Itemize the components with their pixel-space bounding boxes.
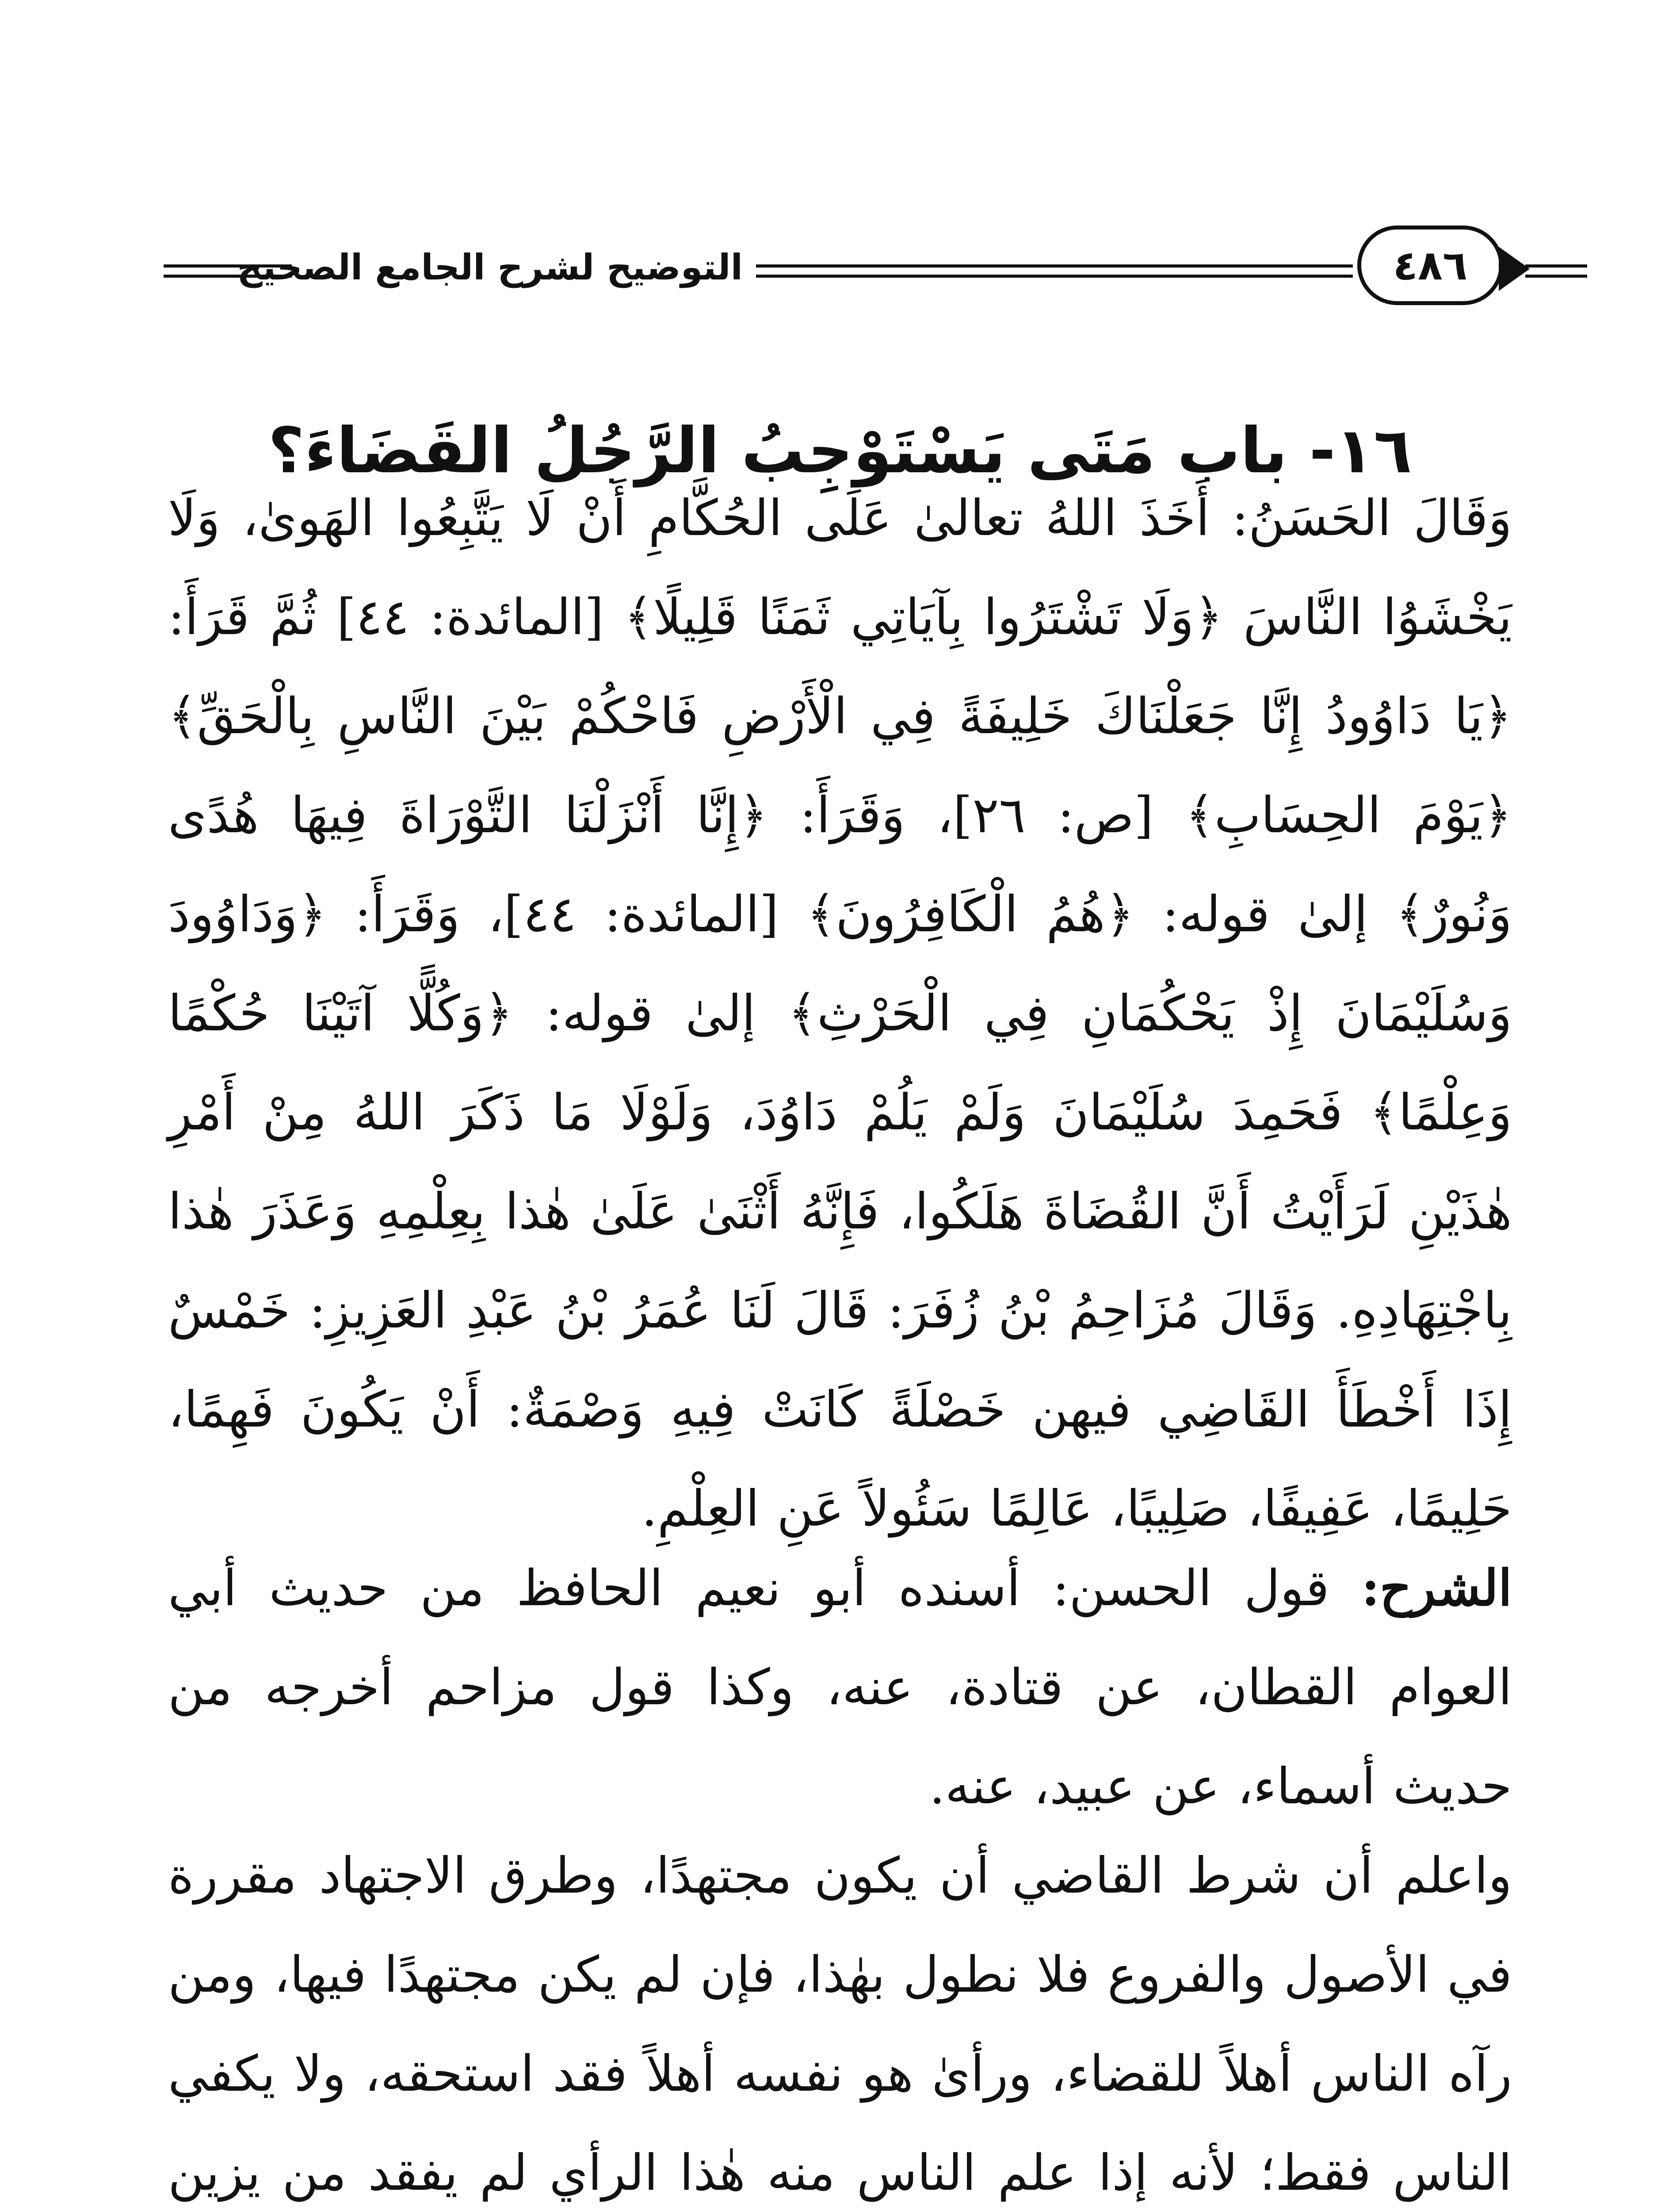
chapter-heading: ١٦- باب مَتَى يَسْتَوْجِبُ الرَّجُلُ القَضَاءَ؟ xyxy=(268,414,1412,488)
header-rule-middle xyxy=(756,264,1353,268)
quran-verse-1: ﴿وَلَا تَشْتَرُوا بِآيَاتِي ثَمَنًا قَلِيلًا﴾ xyxy=(624,589,1223,646)
matn-text-6: إلىٰ قوله: xyxy=(545,985,756,1042)
header-rule-right xyxy=(1525,264,1587,268)
sharh-text: قول الحسن: أسنده أبو نعيم الحافظ من حديث أبي العوام القطان، عن قتادة، عنه، وكذا قول مزاحم أخرجه من حديث أسماء، عن عبيد، عنه. xyxy=(168,1560,1512,1815)
matn-text-5: [المائدة: ٤٤]، وَقَرَأَ: xyxy=(355,886,779,943)
matn-text-3: [ص: ٢٦]، وَقَرَأَ: xyxy=(799,787,1153,844)
commentary-block xyxy=(168,1826,1512,2211)
page-badge-arrow-icon xyxy=(1499,247,1530,291)
header-book-title: التوضيح لشرح الجامع الصحيح xyxy=(237,247,743,288)
matn-text-7: فَحَمِدَ سُلَيْمَانَ وَلَمْ يَلُمْ دَاوُدَ، وَلَوْلَا مَا ذَكَرَ اللهُ مِنْ أَمْرِ هٰذَيْنِ لَرَأَيْتُ أَنَّ القُضَاةَ هَلَكُوا، فَإِنَّهُ أَثْنَىٰ عَلَىٰ هٰذا بِعِلْمِهِ وَعَذَرَ هٰذا بِاجْتِهَادِهِ. وَقَالَ مُزَاحِمُ بْنُ زُفَرَ: قَالَ لَنَا عُمَرُ بْنُ عَبْدِ العَزِيزِ: خَمْسٌ إِذَا أَخْطَأَ القَاضِي فيهن خَصْلَةً كَانَتْ فِيهِ وَصْمَةٌ: أَنْ يَكُونَ فَهِمًا، حَلِيمًا، عَفِيفًا، صَلِيبًا، عَالِمًا سَئُولاً عَنِ العِلْمِ. xyxy=(168,1084,1512,1538)
quran-verse-2: ﴿يَا دَاوُودُ إِنَّا جَعَلْنَاكَ خَلِيفَةً فِي الْأَرْضِ فَاحْكُمْ بَيْنَ النَّاسِ بِالْحَقِّ﴾ xyxy=(168,688,1512,745)
commentary-paragraph xyxy=(168,1826,1512,2211)
quran-verse-6: ﴿وَدَاوُودَ وَسُلَيْمَانَ إِذْ يَحْكُمَانِ فِي الْحَرْثِ﴾ xyxy=(168,886,1512,1042)
sharh-block xyxy=(168,1539,1512,1836)
running-header xyxy=(164,230,1521,310)
sharh-paragraph xyxy=(168,1539,1512,1836)
page-number: ٤٨٦ xyxy=(1393,241,1468,289)
quran-verse-4: ﴿إِنَّا أَنْزَلْنَا التَّوْرَاةَ فِيهَا هُدًى وَنُورٌ﴾ xyxy=(168,787,1512,943)
page-number-badge xyxy=(1357,226,1503,305)
sharh-lead: الشرح: xyxy=(1361,1559,1512,1617)
commentary-text: واعلم أن شرط القاضي أن يكون مجتهدًا، وطرق الاجتهاد مقررة في الأصول والفروع فلا نطول بهٰذا، فإن لم يكن مجتهدًا فيها، ومن رآه الناس أهلاً للقضاء، ورأىٰ هو نفسه أهلاً فقد استحقه، ولا يكفي الناس فقط؛ لأنه إذا علم الناس منه هٰذا الرأي لم يفقد من يزين xyxy=(168,1847,1512,2202)
matn-paragraph xyxy=(168,469,1512,1558)
matn-text-4: إلىٰ قوله: xyxy=(1162,886,1368,943)
matn-text-1: وَقَالَ الحَسَنُ: أَخَذَ اللهُ تعالىٰ عَلَى الحُكَّامِ أَنْ لَا يَتَّبِعُوا الهَوىٰ، وَلَا يَخْشَوُا النَّاسَ xyxy=(168,490,1512,646)
matn-text-2: [المائدة: ٤٤] ثُمَّ قَرَأَ: xyxy=(168,589,604,646)
quran-verse-5: ﴿هُمُ الْكَافِرُونَ﴾ xyxy=(806,886,1134,943)
quran-verse-3: ﴿يَوْمَ الحِسَابِ﴾ xyxy=(1185,787,1512,844)
matn-block xyxy=(168,469,1512,1558)
quran-verse-7: ﴿وَكُلًّا آتَيْنَا حُكْمًا وَعِلْمًا﴾ xyxy=(168,985,1512,1141)
